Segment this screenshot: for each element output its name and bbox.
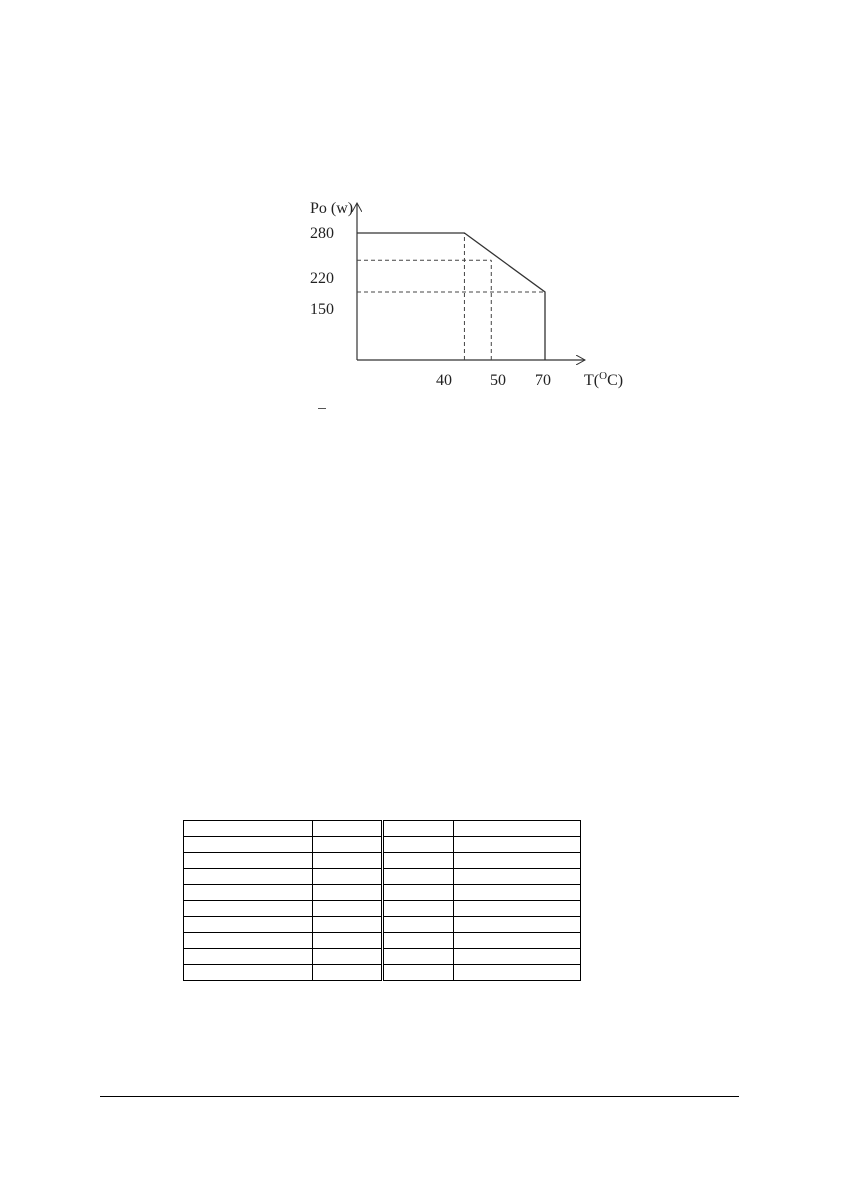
table-cell	[454, 917, 581, 933]
table-cell	[313, 869, 383, 885]
table-cell	[313, 933, 383, 949]
table-cell	[184, 965, 313, 981]
table-cell	[313, 965, 383, 981]
table-cell	[184, 885, 313, 901]
table-cell	[454, 885, 581, 901]
table-cell	[184, 869, 313, 885]
x-tick-label: 50	[490, 372, 506, 389]
derating-chart	[0, 0, 841, 430]
table-cell	[313, 901, 383, 917]
table-cell	[313, 949, 383, 965]
table-cell	[184, 901, 313, 917]
table-row	[184, 901, 581, 917]
table-cell	[454, 821, 581, 837]
table-row	[184, 965, 581, 981]
table-cell	[383, 837, 454, 853]
table-cell	[454, 837, 581, 853]
table-cell	[184, 837, 313, 853]
table-cell	[454, 853, 581, 869]
y-tick-label: 280	[310, 225, 334, 242]
table-row	[184, 949, 581, 965]
table-row	[184, 885, 581, 901]
derating-chart-svg	[0, 0, 841, 430]
table-row	[184, 821, 581, 837]
table-cell	[383, 869, 454, 885]
table-cell	[383, 949, 454, 965]
table-row	[184, 917, 581, 933]
table-cell	[383, 965, 454, 981]
table-cell	[454, 869, 581, 885]
power-derating-line	[357, 233, 545, 360]
footer-rule	[100, 1096, 739, 1097]
table-cell	[454, 965, 581, 981]
table-cell	[454, 933, 581, 949]
table-cell	[313, 885, 383, 901]
table-cell	[383, 933, 454, 949]
table-cell	[184, 933, 313, 949]
table-cell	[454, 901, 581, 917]
table-row	[184, 853, 581, 869]
stray-mark	[318, 408, 326, 409]
x-tick-label: 40	[436, 372, 452, 389]
table-cell	[383, 821, 454, 837]
table-cell	[184, 917, 313, 933]
table-row	[184, 837, 581, 853]
y-tick-label: 150	[310, 301, 334, 318]
table-cell	[184, 949, 313, 965]
table-cell	[383, 901, 454, 917]
table-cell	[313, 837, 383, 853]
table-row	[184, 933, 581, 949]
table-row	[184, 869, 581, 885]
table-cell	[454, 949, 581, 965]
table-cell	[184, 821, 313, 837]
x-axis-label: T($^O$C)	[584, 370, 624, 389]
table-cell	[313, 917, 383, 933]
empty-table	[183, 820, 581, 981]
table-cell	[383, 885, 454, 901]
table-cell	[383, 853, 454, 869]
x-tick-label: 70	[535, 372, 551, 389]
y-axis-label: Po (w)	[310, 200, 354, 217]
table-cell	[313, 821, 383, 837]
table-cell	[184, 853, 313, 869]
table-cell	[383, 917, 454, 933]
table-cell	[313, 853, 383, 869]
y-tick-label: 220	[310, 270, 334, 287]
